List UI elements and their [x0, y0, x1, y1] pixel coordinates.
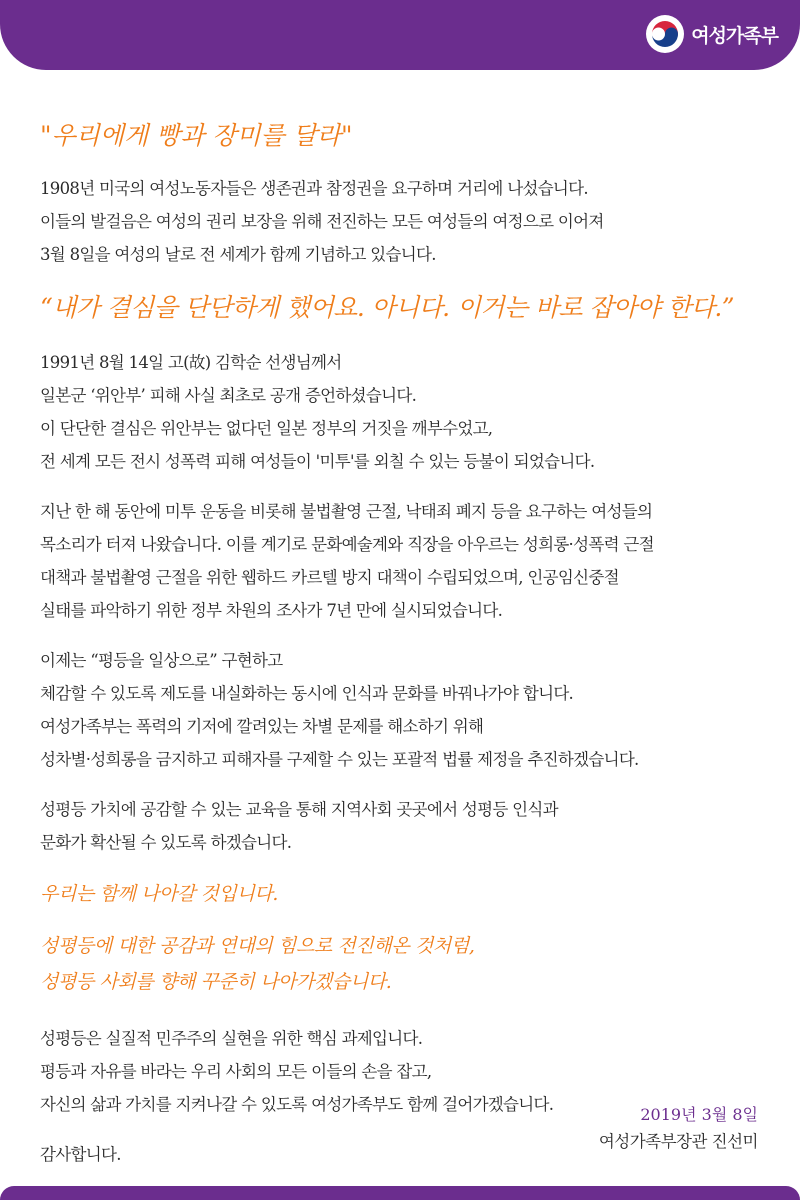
paragraph-line: 이 단단한 결심은 위안부는 없다던 일본 정부의 거짓을 깨부수었고,	[40, 419, 493, 438]
paragraph-1	[40, 172, 770, 271]
paragraph-line: 자신의 삶과 가치를 지켜나갈 수 있도록 여성가족부도 함께 걸어가겠습니다.	[40, 1095, 554, 1114]
brand-name: 여성가족부	[691, 24, 778, 47]
quote-bread-and-roses: "우리에게 빵과 장미를 달라"	[40, 121, 353, 150]
paragraph-line: 이들의 발걸음은 여성의 권리 보장을 위해 전진하는 모든 여성들의 여정으로 이어져	[40, 212, 604, 231]
paragraph-line: 체감할 수 있도록 제도를 내실화하는 동시에 인식과 문화를 바꿔나가야 합니다.	[40, 684, 574, 703]
paragraph-2	[40, 346, 770, 478]
paragraph-5	[40, 793, 770, 859]
ministry-logo	[645, 14, 778, 54]
letter-body	[40, 116, 770, 1188]
paragraph-line: 성평등은 실질적 민주주의 실현을 위한 핵심 과제입니다.	[40, 1029, 423, 1048]
paragraph-line: 실태를 파악하기 위한 정부 차원의 조사가 7년 만에 실시되었습니다.	[40, 601, 503, 620]
footer-band	[0, 1186, 800, 1200]
paragraph-line: 지난 한 해 동안에 미투 운동을 비롯해 불법촬영 근절, 낙태죄 폐지 등을 요구하는 여성들의	[40, 502, 653, 521]
taegeuk-logo-icon	[645, 14, 685, 54]
quote-together	[40, 876, 770, 1000]
header-band	[0, 0, 800, 70]
thanks-line: 감사합니다.	[40, 1145, 121, 1164]
paragraph-line: 1908년 미국의 여성노동자들은 생존권과 참정권을 요구하며 거리에 나섰습니다.	[40, 179, 588, 198]
paragraph-line: 성차별·성희롱을 금지하고 피해자를 구제할 수 있는 포괄적 법률 제정을 추진하겠습니다.	[40, 750, 639, 769]
quote-line: 성평등 사회를 향해 꾸준히 나아가겠습니다.	[40, 971, 392, 993]
paragraph-line: 성평등 가치에 공감할 수 있는 교육을 통해 지역사회 곳곳에서 성평등 인식과	[40, 800, 558, 819]
paragraph-line: 여성가족부는 폭력의 기저에 깔려있는 차별 문제를 해소하기 위해	[40, 717, 484, 736]
paragraph-line: 목소리가 터져 나왔습니다. 이를 계기로 문화예술계와 직장을 아우르는 성희롱·성폭력 근절	[40, 535, 654, 554]
paragraph-line: 일본군 ‘위안부’ 피해 사실 최초로 공개 증언하셨습니다.	[40, 386, 417, 405]
paragraph-line: 전 세계 모든 전시 성폭력 피해 여성들이 '미투'를 외칠 수 있는 등불이 되었습니다.	[40, 452, 595, 471]
paragraph-3	[40, 495, 770, 627]
quote-line: 우리는 함께 나아갈 것입니다.	[40, 883, 279, 905]
paragraph-line: 이제는 “평등을 일상으로” 구현하고	[40, 651, 283, 670]
quote-line: 성평등에 대한 공감과 연대의 힘으로 전진해온 것처럼,	[40, 935, 475, 957]
paragraph-line: 3월 8일을 여성의 날로 전 세계가 함께 기념하고 있습니다.	[40, 245, 436, 264]
signature	[599, 1102, 758, 1156]
paragraph-line: 1991년 8월 14일 고(故) 김학순 선생님께서	[40, 353, 342, 372]
paragraph-line: 대책과 불법촬영 근절을 위한 웹하드 카르텔 방지 대책이 수립되었으며, 인공임신중절	[40, 568, 619, 587]
signature-name: 여성가족부장관 진선미	[598, 1132, 758, 1151]
paragraph-line: 문화가 확산될 수 있도록 하겠습니다.	[40, 833, 292, 852]
signature-date: 2019년 3월 8일	[640, 1105, 758, 1124]
quote-determination: “내가 결심을 단단하게 했어요. 아니다. 이거는 바로 잡아야 한다.”	[40, 293, 734, 322]
paragraph-4	[40, 644, 770, 776]
paragraph-line: 평등과 자유를 바라는 우리 사회의 모든 이들의 손을 잡고,	[40, 1062, 432, 1081]
